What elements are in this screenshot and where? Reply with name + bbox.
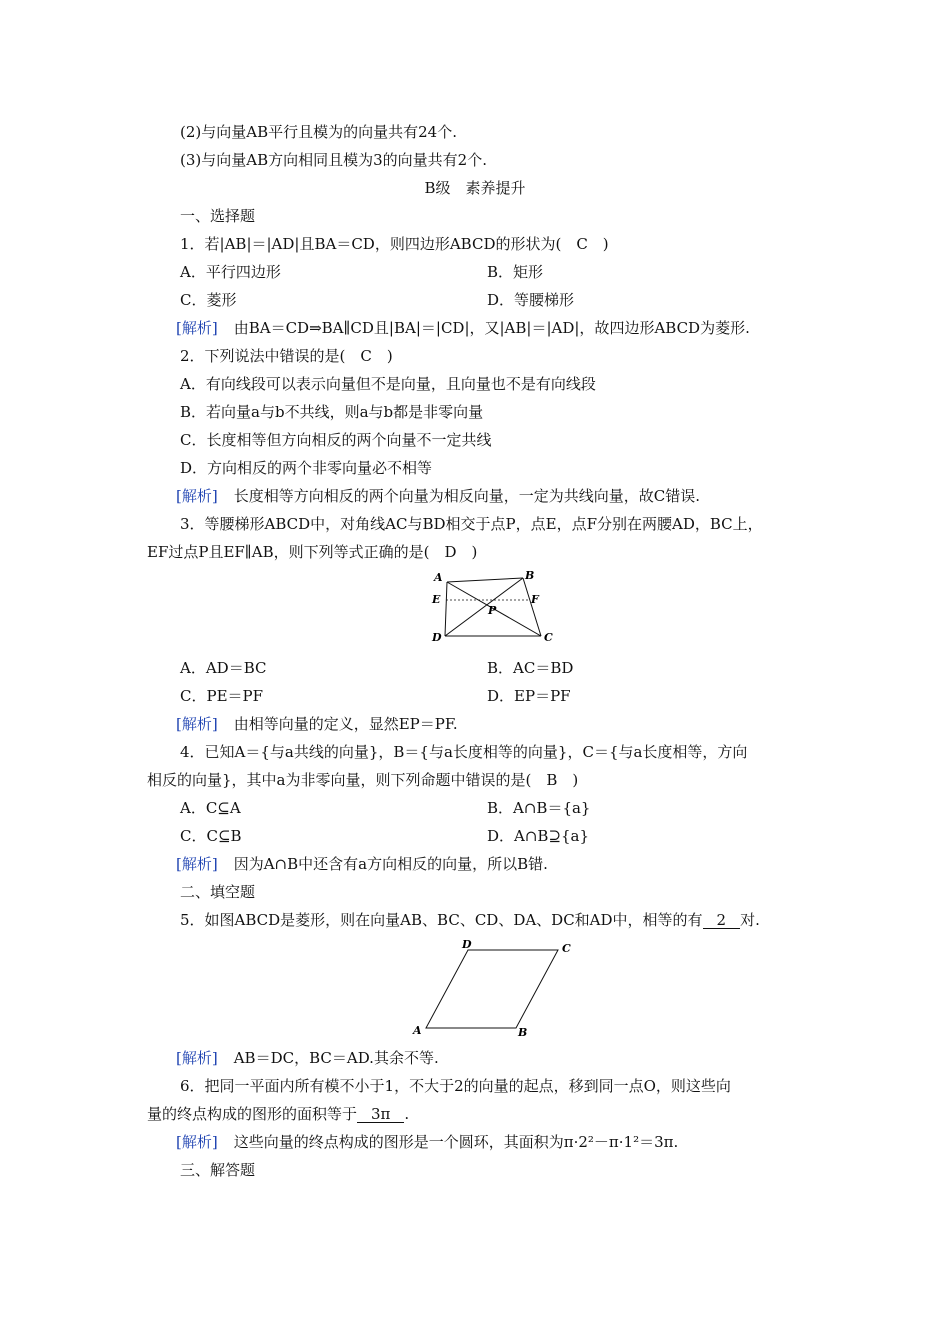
label-c: C: [562, 942, 571, 955]
option-d: D．等腰梯形: [487, 291, 575, 309]
analysis-line: [176, 854, 548, 874]
analysis-line: [176, 1132, 678, 1152]
option-b: B．AC＝BD: [487, 659, 574, 677]
question-stem: [180, 910, 760, 930]
stem-text: 5．如图ABCD是菱形，则在向量AB、BC、CD、DA、DC和AD中，相等的有: [180, 911, 703, 929]
analysis-text: 长度相等方向相反的两个向量为相反向量，一定为共线向量，故C错误.: [233, 487, 700, 505]
diagonal-bd: [445, 578, 523, 636]
question-stem: 4．已知A＝{与a共线的向量}，B＝{与a长度相等的向量}，C＝{与a长度相等，方向: [180, 743, 748, 761]
question-stem: [147, 1104, 409, 1124]
analysis-line: [176, 486, 700, 506]
text-line: (2)与向量AB平行且模为的向量共有24个.: [180, 123, 457, 141]
option-a: A．C⊆A: [180, 799, 241, 817]
question-stem: 相反的向量}，其中a为非零向量，则下列命题中错误的是( B ): [147, 771, 579, 789]
label-a: A: [434, 571, 443, 584]
part-heading: 三、解答题: [180, 1161, 256, 1179]
analysis-line: [176, 714, 458, 734]
label-d: D: [432, 631, 442, 644]
analysis-text: 由相等向量的定义，显然EP＝PF.: [233, 715, 458, 733]
option-d: D．方向相反的两个非零向量必不相等: [180, 459, 433, 477]
analysis-tag: [解析]: [176, 855, 218, 873]
label-f: F: [531, 593, 539, 606]
analysis-tag: [解析]: [176, 319, 218, 337]
question-stem: EF过点P且EF∥AB，则下列等式正确的是( D ): [147, 543, 478, 561]
option-c: C．长度相等但方向相反的两个向量不一定共线: [180, 431, 492, 449]
part-heading: 一、选择题: [180, 207, 256, 225]
section-title: B级 素养提升: [424, 179, 526, 197]
stem-text: 量的终点构成的图形的面积等于: [147, 1105, 358, 1123]
label-b: B: [518, 1026, 528, 1036]
analysis-tag: [解析]: [176, 1049, 218, 1067]
analysis-text: 这些向量的终点构成的图形是一个圆环，其面积为π·2²－π·1²＝3π.: [233, 1133, 679, 1151]
edge-ab: [447, 578, 523, 582]
option-b: B．A∩B＝{a}: [487, 799, 591, 817]
option-a: A．有向线段可以表示向量但不是向量，且向量也不是有向线段: [180, 375, 596, 393]
question-stem: 3．等腰梯形ABCD中，对角线AC与BD相交于点P，点E，点F分别在两腰AD，BC上，: [180, 515, 763, 533]
analysis-tag: [解析]: [176, 487, 218, 505]
question-stem: 1．若|AB|＝|AD|且BA＝CD，则四边形ABCD的形状为( C ): [180, 235, 609, 253]
edge-da: [445, 582, 447, 636]
answer-blank: 3π: [357, 1106, 404, 1123]
analysis-tag: [解析]: [176, 715, 218, 733]
rhombus-shape: [426, 950, 558, 1028]
analysis-line: [176, 318, 750, 338]
analysis-text: AB＝DC，BC＝AD.其余不等.: [233, 1049, 439, 1067]
label-b: B: [525, 569, 535, 582]
analysis-line: [176, 1048, 439, 1068]
option-c: C．C⊆B: [180, 827, 242, 845]
option-d: D．EP＝PF: [487, 687, 571, 705]
analysis-text: 由BA＝CD⇒BA∥CD且|BA|＝|CD|，又|AB|＝|AD|，故四边形ABCD为菱形.: [233, 319, 750, 337]
question-stem: 2．下列说法中错误的是( C ): [180, 347, 393, 365]
part-heading: 二、填空题: [180, 883, 256, 901]
label-d: D: [462, 938, 472, 951]
stem-text: .: [404, 1105, 410, 1123]
stem-text: 对.: [740, 911, 760, 929]
option-a: A．AD＝BC: [180, 659, 267, 677]
answer-blank: 2: [703, 912, 741, 929]
analysis-text: 因为A∩B中还含有a方向相反的向量，所以B错.: [233, 855, 548, 873]
option-a: A．平行四边形: [180, 263, 281, 281]
option-c: C．菱形: [180, 291, 237, 309]
text-line: (3)与向量AB方向相同且模为3的向量共有2个.: [180, 151, 487, 169]
label-p: P: [488, 604, 497, 617]
analysis-tag: [解析]: [176, 1133, 218, 1151]
trapezoid-figure: [428, 568, 558, 646]
question-stem: 6．把同一平面内所有模不小于1，不大于2的向量的起点，移到同一点O，则这些向: [180, 1077, 731, 1095]
option-d: D．A∩B⊇{a}: [487, 827, 590, 845]
rhombus-figure: [408, 938, 578, 1036]
label-c: C: [544, 631, 553, 644]
option-c: C．PE＝PF: [180, 687, 264, 705]
option-b: B．若向量a与b不共线，则a与b都是非零向量: [180, 403, 484, 421]
option-b: B．矩形: [487, 263, 544, 281]
label-a: A: [413, 1024, 422, 1036]
label-e: E: [432, 593, 441, 606]
